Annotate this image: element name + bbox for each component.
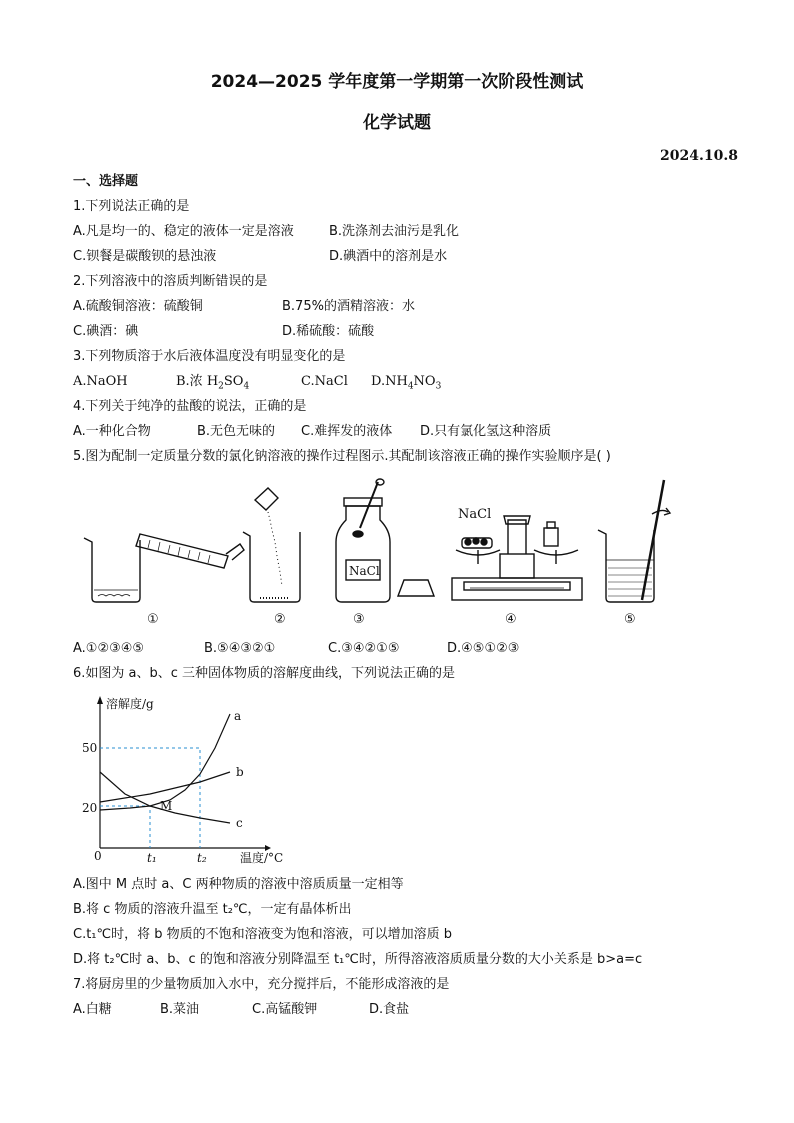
q4-option-d: D.只有氯化氢这种溶质 <box>420 424 552 439</box>
q6-option-b: B.将 c 物质的溶液升温至 t₂℃，一定有晶体析出 <box>73 902 352 917</box>
beaker-stirring-illustration <box>598 480 670 602</box>
solubility-chart <box>70 690 310 870</box>
q4-option-c: C.难挥发的液体 <box>301 424 393 439</box>
curve-label-c: c <box>236 816 243 830</box>
section-heading: 一、选择题 <box>73 174 139 189</box>
q7-stem: 7.将厨房里的少量物质加入水中，充分搅拌后，不能形成溶液的是 <box>73 977 450 992</box>
point-label-M: M <box>160 799 173 813</box>
q7-option-c: C.高锰酸钾 <box>252 1002 318 1017</box>
y-tick-label-50: 50 <box>82 741 98 755</box>
q1-option-c: C.钡餐是碳酸钡的悬浊液 <box>73 249 217 264</box>
q5-option-b: B.⑤④③②① <box>204 641 276 656</box>
q5-option-c: C.③④②①⑤ <box>328 641 400 656</box>
q1-stem: 1.下列说法正确的是 <box>73 199 190 214</box>
x-tick-label-0: t₁ <box>147 851 157 865</box>
q1-option-d: D.碘酒中的溶剂是水 <box>329 249 448 264</box>
q3-option-a: A.NaOH <box>73 374 128 389</box>
q4-option-a: A.一种化合物 <box>73 424 151 439</box>
q5-stem: 5.图为配制一定质量分数的氯化钠溶液的操作过程图示.其配制该溶液正确的操作实验顺序是( ) <box>73 449 611 464</box>
balance-scale-illustration <box>452 516 582 600</box>
q7-option-d: D.食盐 <box>369 1002 410 1017</box>
fig-label-5: ⑤ <box>624 612 636 627</box>
q3-option-c: C.NaCl <box>301 374 348 389</box>
q3-option-b: B.浓 $H_2SO_4$ <box>176 374 250 392</box>
y-axis-arrow <box>97 696 103 704</box>
q2-option-d: D.稀硫酸：硫酸 <box>282 324 375 339</box>
beaker-powder-illustration <box>243 488 300 602</box>
guide-20 <box>100 806 150 848</box>
reagent-jar-illustration <box>336 479 434 602</box>
q6-option-d: D.将 t₂℃时 a、b、c 的饱和溶液分别降温至 t₁℃时，所得溶液溶质质量分数的大小关系是 b>a=c <box>73 952 643 967</box>
origin-label: 0 <box>94 849 102 863</box>
q7-option-a: A.白糖 <box>73 1002 112 1017</box>
curve-c <box>100 772 230 823</box>
q6-option-c: C.t₁℃时，将 b 物质的不饱和溶液变为饱和溶液，可以增加溶质 b <box>73 927 453 942</box>
y-tick-label-20: 20 <box>82 801 98 815</box>
q2-option-a: A.硫酸铜溶液：硫酸铜 <box>73 299 203 314</box>
curve-label-b: b <box>236 765 244 779</box>
jar-label: NaCl <box>349 564 380 578</box>
q3-option-d: $D.NH_4NO_3$ <box>371 374 442 392</box>
q2-option-c: C.碘酒：碘 <box>73 324 139 339</box>
exam-subtitle: 化学试题 <box>363 113 431 133</box>
q6-option-a: A.图中 M 点时 a、C 两种物质的溶液中溶质质量一定相等 <box>73 877 404 892</box>
beaker-pouring-illustration <box>84 534 244 602</box>
balance-label: NaCl <box>458 507 492 522</box>
exam-date: 2024.10.8 <box>660 148 738 164</box>
q3-stem: 3.下列物质溶于水后液体温度没有明显变化的是 <box>73 349 346 364</box>
exam-title: 2024—2025 学年度第一学期第一次阶段性测试 <box>210 72 584 92</box>
q6-stem: 6.如图为 a、b、c 三种固体物质的溶解度曲线，下列说法正确的是 <box>73 666 456 681</box>
q2-option-b: B.75%的酒精溶液：水 <box>282 299 415 314</box>
fig-label-1: ① <box>147 612 159 627</box>
x-tick-label-1: t₂ <box>197 851 207 865</box>
curve-a <box>100 714 230 810</box>
q1-option-a: A.凡是均一的、稳定的液体一定是溶液 <box>73 224 294 239</box>
curve-label-a: a <box>234 709 242 723</box>
q5-option-a: A.①②③④⑤ <box>73 641 145 656</box>
x-axis-label: 温度/°C <box>240 851 284 865</box>
fig-label-3: ③ <box>353 612 365 627</box>
q4-stem: 4.下列关于纯净的盐酸的说法，正确的是 <box>73 399 307 414</box>
q1-option-b: B.洗涤剂去油污是乳化 <box>329 224 460 239</box>
q5-option-d: D.④⑤①②③ <box>447 641 520 656</box>
q5-lab-figure <box>0 478 794 658</box>
q7-option-b: B.菜油 <box>160 1002 200 1017</box>
fig-label-2: ② <box>274 612 286 627</box>
y-axis-label: 溶解度/g <box>106 697 154 711</box>
fig-label-4: ④ <box>505 612 517 627</box>
curve-b <box>100 772 230 802</box>
guide-50 <box>100 748 200 848</box>
q4-option-b: B.无色无味的 <box>197 424 276 439</box>
q2-stem: 2.下列溶液中的溶质判断错误的是 <box>73 274 268 289</box>
